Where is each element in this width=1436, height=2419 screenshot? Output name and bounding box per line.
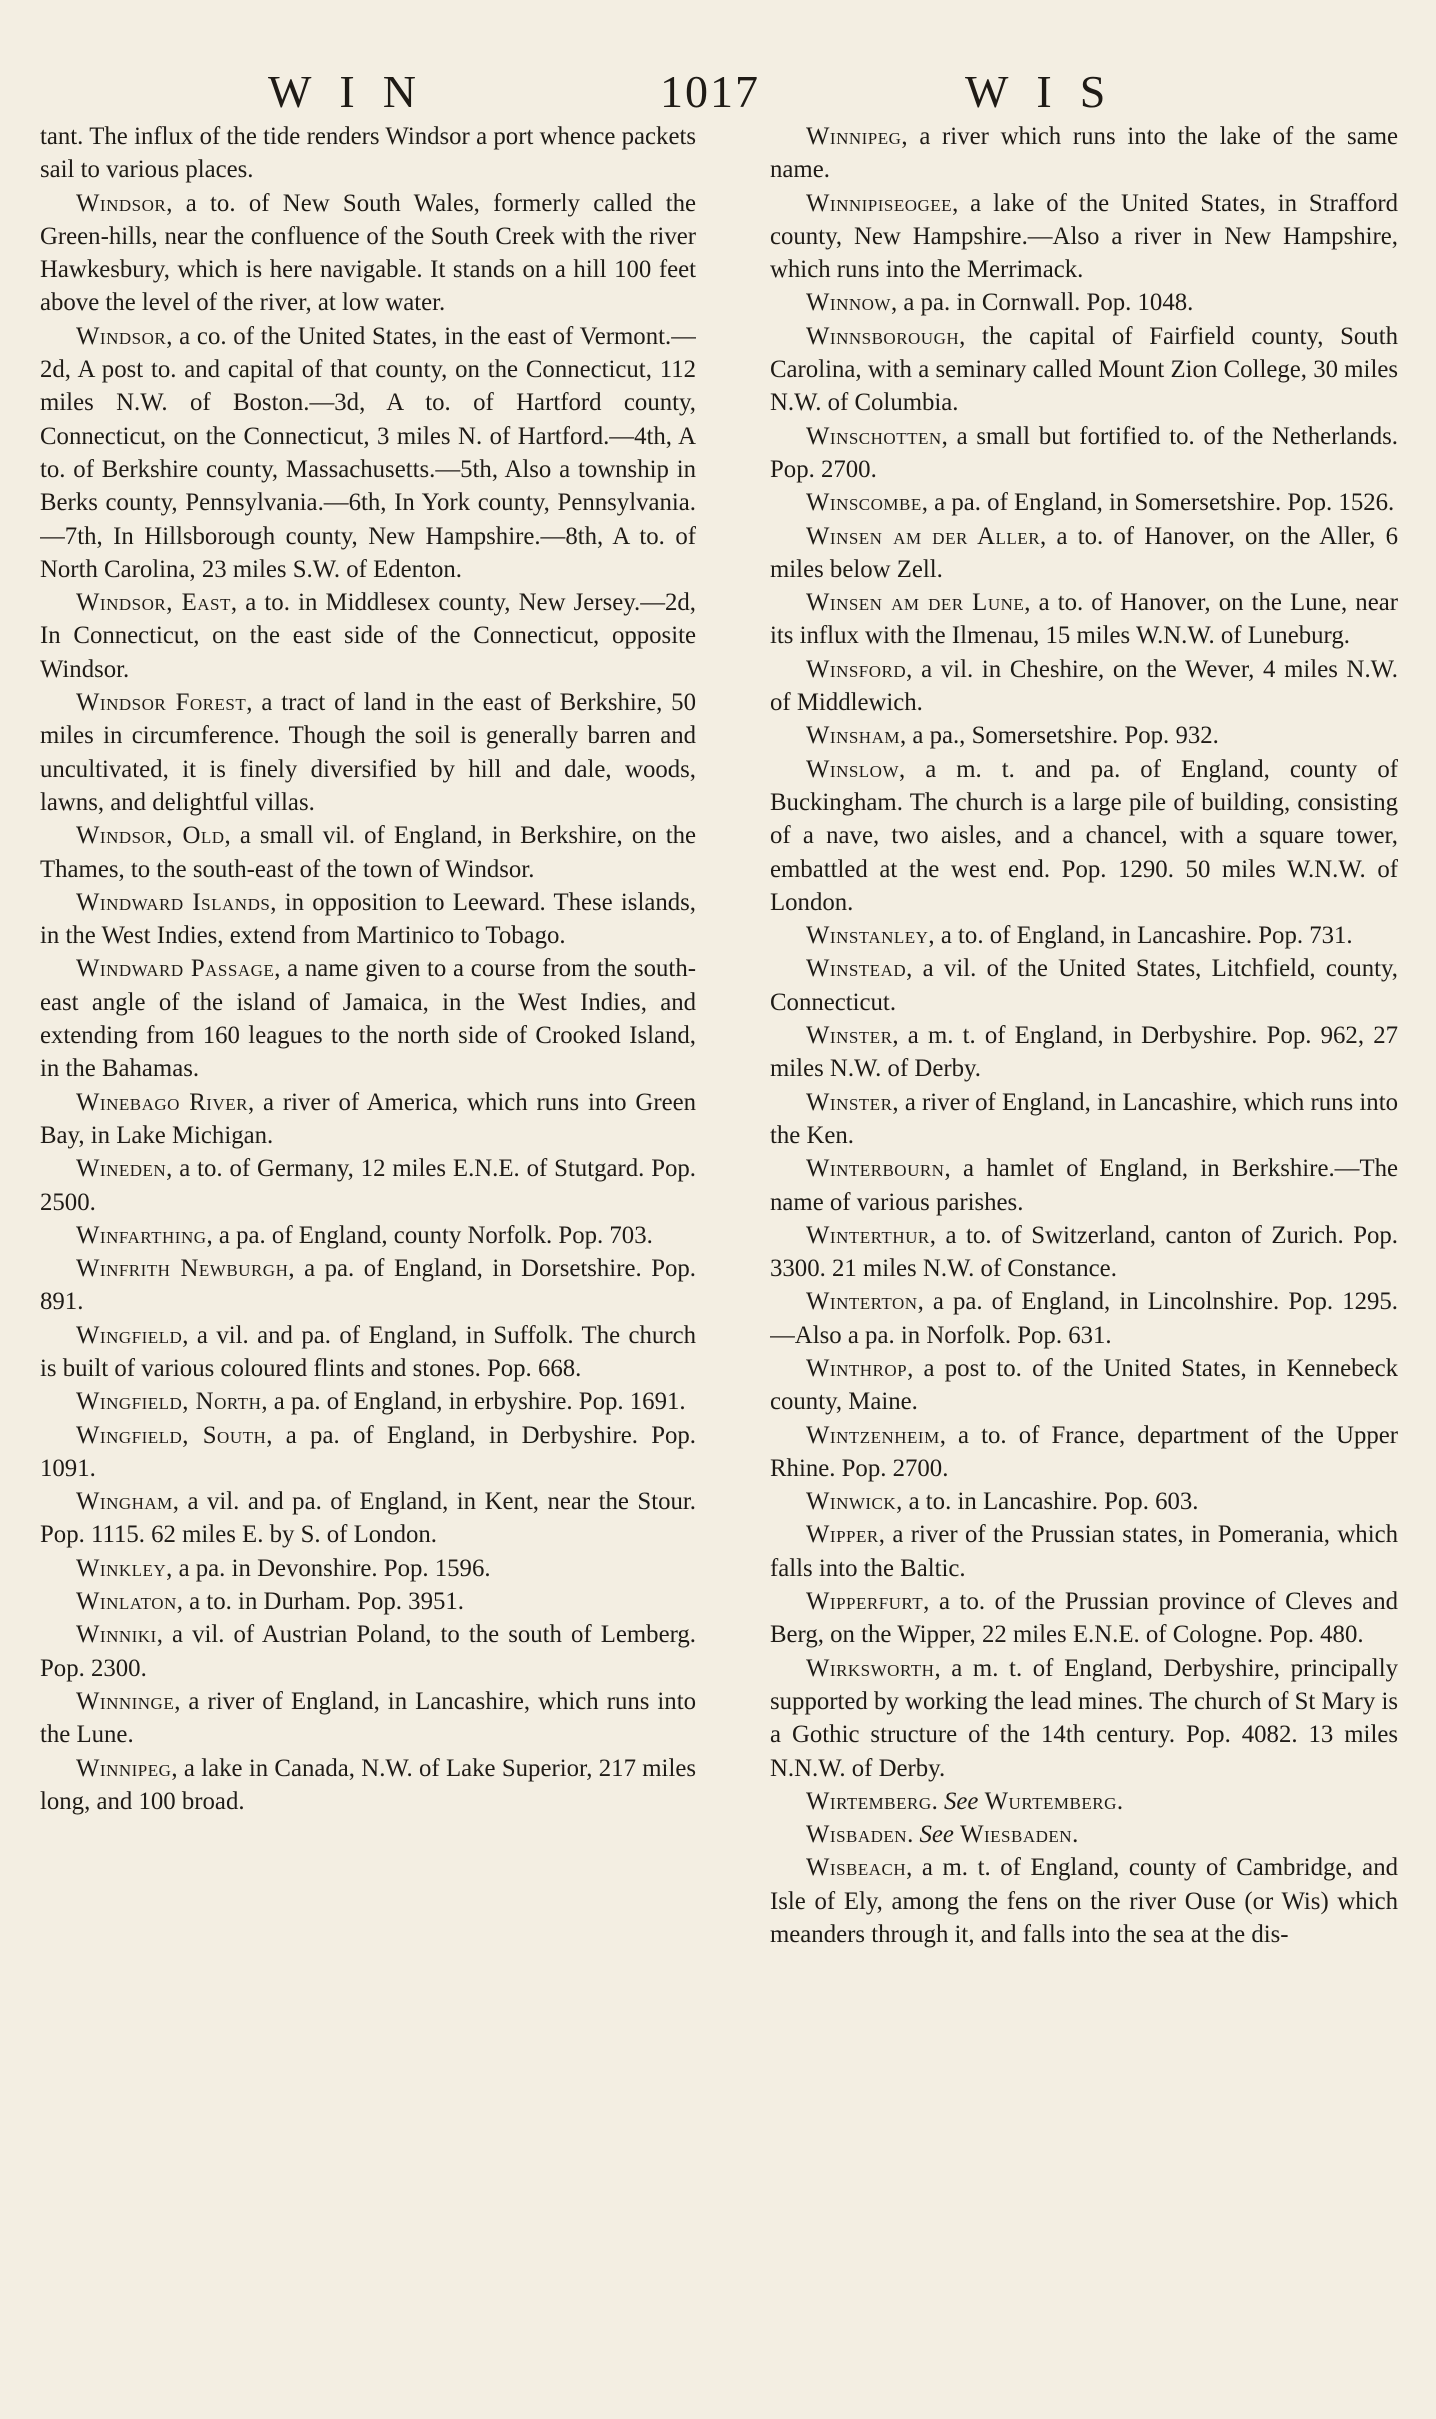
entry-headword: Winniki [76,1621,157,1649]
gazetteer-entry [40,1552,696,1585]
entry-headword: Wirksworth [806,1654,935,1682]
entry-headword: Winstanley [806,922,929,950]
entry-headword: Winsham [806,722,900,750]
entry-text: , a vil. of the United States, Litchfield, county, Connecticut. [770,955,1398,1016]
gazetteer-entry [40,1152,696,1219]
entry-headword: Windsor [76,322,167,350]
entry-headword: Winslow [806,755,900,783]
entry-text: , a pa. of England, in Somersetshire. Pop. 1526. [921,489,1395,517]
entry-text: , a river of England, in Lancashire, which runs into the Lune. [40,1687,696,1749]
entry-text: , a pa. of England, in Dorsetshire. Pop. 891. [40,1255,696,1316]
gazetteer-entry [770,753,1398,919]
entry-headword: Winwick [806,1488,897,1516]
entry-headword: Winscombe [806,489,922,517]
gazetteer-entry [40,1685,696,1752]
entry-text: , a vil. and pa. of England, in Kent, near the Stour. Pop. 1115. 62 miles E. by S. of London. [40,1488,696,1549]
gazetteer-entry [770,1851,1398,1951]
entry-headword: Winsen am der Lune [806,589,1025,617]
entry-headword: Winlaton [76,1588,177,1616]
entry-text: , a to. of the Prussian province of Cleves and Berg, on the Wipper, 22 miles E.N.E. of Cologne. Pop. 480. [770,1588,1398,1649]
gazetteer-entry [40,819,696,886]
gazetteer-entry [770,1019,1398,1086]
entry-text: , a m. t. and pa. of England, county of Buckingham. The church is a large pile of building, consisting of a nave, two aisles, and a chancel, with a square tower, embattled at the west end. Pop. 1290. 50 miles W.N.W. of London. [770,755,1398,916]
entry-punct: . [907,1821,920,1849]
entry-text: , a river of England, in Lancashire, which runs into the Ken. [770,1088,1398,1149]
gazetteer-entry [40,1319,696,1386]
entry-headword: Winthrop [806,1354,908,1382]
entry-text: , a pa. in Devonshire. Pop. 1596. [166,1554,491,1582]
gazetteer-entry [40,187,696,320]
entry-text: , in opposition to Leeward. These islands, in the West Indies, extend from Martinico to Tobago. [40,888,696,950]
gazetteer-entry [40,1752,696,1819]
page-number: 1017 [660,66,760,117]
entry-headword: Wintzenheim [806,1421,940,1449]
entry-headword: Winninge [76,1687,175,1715]
entry-text: , a vil. and pa. of England, in Suffolk. The church is built of various coloured flints and stones. Pop. 668. [40,1321,696,1382]
gazetteer-entry [40,1485,696,1552]
gazetteer-entry [770,1652,1398,1785]
entry-text: , a pa. in Cornwall. Pop. 1048. [890,289,1194,317]
running-head-right: WIS [965,66,1134,117]
entry-headword: Windward Islands [76,888,271,916]
gazetteer-entry [770,1086,1398,1153]
entry-headword: Windsor Forest [76,689,247,717]
entry-headword: Winnsborough [806,322,960,350]
entry-headword: Wingfield, North [76,1388,262,1416]
entry-text: , a hamlet of England, in Berkshire.—The name of various parishes. [770,1155,1398,1216]
gazetteer-entry [40,686,696,819]
entry-headword: Winebago River [76,1088,248,1116]
gazetteer-entry [770,286,1398,319]
entry-headword: Windsor, East [76,589,231,617]
gazetteer-entry [770,187,1398,287]
entry-text: , a to. of Switzerland, canton of Zurich. Pop. 3300. 21 miles N.W. of Constance. [770,1221,1398,1283]
entry-text: , a to. of Hanover, on the Aller, 6 miles below Zell. [770,522,1398,583]
gazetteer-entry [40,886,696,953]
entry-text: , a co. of the United States, in the east of Vermont.—2d, A post to. and capital of that county, on the Connecticut, 112 miles N.W. of Boston.—3d, A to. of Hartford county, Connecticut, on the Connecticut, 3 miles N. of Hartford.—4th, A to. of Berkshire county, Massachusetts.—5th, Also a township in Berks county, Pennsylvania.—6th, In York county, Pennsylvania.—7th, In Hillsborough county, New Hampshire.—8th, A to. of North Carolina, 23 miles S.W. of Edenton. [40,322,696,583]
entry-headword: Windward Passage [76,955,275,983]
entry-text: , a pa. of England, in Lincolnshire. Pop. 1295.—Also a pa. in Norfolk. Pop. 631. [770,1288,1398,1349]
gazetteer-entry [40,1252,696,1319]
gazetteer-entry [770,1818,1398,1851]
entry-headword: Winkley [76,1554,167,1582]
see-reference: See [919,1821,954,1849]
gazetteer-entry [770,486,1398,519]
entry-headword: Winster [806,1022,893,1050]
gazetteer-entry [40,952,696,1085]
entry-text: , a tract of land in the east of Berkshire, 50 miles in circumference. Though the soil is generally barren and uncultivated, it is finely diversified by hill and dale, woods, lawns, and delightful villas. [40,689,696,816]
entry-headword: Winnipeg [806,123,902,150]
entry-text: , a river which runs into the lake of the same name. [770,123,1398,184]
gazetteer-entry [770,952,1398,1019]
gazetteer-entry [770,1285,1398,1352]
entry-text: , a to. in Middlesex county, New Jersey.—2d, In Connecticut, on the east side of the Connecticut, opposite Windsor. [40,589,696,683]
see-target: Wurtemberg. [984,1787,1124,1815]
gazetteer-entry [770,719,1398,752]
entry-headword: Winfarthing [76,1221,207,1249]
gazetteer-entry [40,1219,696,1252]
gazetteer-entry [770,653,1398,720]
entry-text: , a lake of the United States, in Strafford county, New Hampshire.—Also a river in New Hampshire, which runs into the Merrimack. [770,189,1398,284]
entry-text: , a small but fortified to. of the Netherlands. Pop. 2700. [770,422,1398,483]
gazetteer-entry [40,120,696,187]
entry-headword: Wipperfurt [806,1588,924,1616]
entry-punct: . [931,1787,945,1815]
entry-text: , a post to. of the United States, in Kennebeck county, Maine. [770,1354,1398,1416]
entry-text: , a small vil. of England, in Berkshire, on the Thames, to the south-east of the town of Windsor. [40,822,696,883]
gazetteer-entry [770,420,1398,487]
gazetteer-entry [40,1585,696,1618]
entry-headword: Winstead [806,955,907,983]
right-column [770,120,1398,2400]
entry-headword: Winster [806,1088,893,1116]
gazetteer-entry [40,1419,696,1486]
entry-headword: Winnipiseogee [806,189,953,217]
entry-text: tant. The influx of the tide renders Windsor a port whence packets sail to various places. [40,123,696,184]
entry-headword: Wipper [806,1521,879,1549]
gazetteer-entry [770,1785,1398,1818]
gazetteer-entry [40,1385,696,1418]
entry-text: , a vil. in Cheshire, on the Wever, 4 miles N.W. of Middlewich. [770,655,1398,717]
see-reference: See [944,1787,979,1815]
running-head [0,62,1436,122]
entry-text: , a to. of France, department of the Upper Rhine. Pop. 2700. [770,1421,1398,1482]
entry-text: , the capital of Fairfield county, South Carolina, with a seminary called Mount Zion College, 30 miles N.W. of Columbia. [770,322,1398,417]
entry-text: , a river of America, which runs into Green Bay, in Lake Michigan. [40,1088,696,1149]
gazetteer-entry [770,520,1398,587]
entry-headword: Winfrith Newburgh [76,1255,289,1283]
gazetteer-entry [770,1152,1398,1219]
entry-headword: Winterton [806,1288,918,1316]
entry-text: , a m. t. of England, county of Cambridge, and Isle of Ely, among the fens on the river Ouse (or Wis) which meanders through it, and falls into the sea at the dis- [770,1854,1398,1949]
entry-text: , a vil. of Austrian Poland, to the south of Lemberg. Pop. 2300. [40,1621,696,1682]
gazetteer-entry [770,1518,1398,1585]
entry-text: , a name given to a course from the south-east angle of the island of Jamaica, in the West Indies, and extending from 160 leagues to the north side of Crooked Island, in the Bahamas. [40,955,696,1083]
entry-headword: Winschotten [806,422,942,450]
entry-text: , a to. of Germany, 12 miles E.N.E. of Stutgard. Pop. 2500. [40,1155,696,1216]
entry-text: , a to. in Durham. Pop. 3951. [176,1588,464,1616]
gazetteer-entry [40,320,696,586]
see-target: Wiesbaden. [960,1821,1079,1849]
entry-text: , a pa. of England, in erbyshire. Pop. 1691. [261,1388,686,1416]
running-head-left: WIN [268,66,444,117]
entry-text: , a pa., Somersetshire. Pop. 932. [899,722,1219,750]
gazetteer-entry [770,586,1398,653]
entry-text: , a to. of Hanover, on the Lune, near its influx with the Ilmenau, 15 miles W.N.W. of Luneburg. [770,589,1398,650]
gazetteer-entry [770,120,1398,187]
entry-headword: Wisbaden [806,1821,908,1849]
entry-headword: Winterthur [806,1221,930,1249]
entry-headword: Windsor, Old [76,822,225,850]
entry-text: , a river of the Prussian states, in Pomerania, which falls into the Baltic. [770,1521,1398,1582]
gazetteer-entry [40,1618,696,1685]
gazetteer-entry [40,586,696,686]
gazetteer-entry [770,1585,1398,1652]
entry-headword: Winnow [806,289,891,317]
entry-headword: Wirtemberg [806,1787,932,1815]
gazetteer-entry [770,320,1398,420]
entry-headword: Wineden [76,1155,167,1183]
gazetteer-entry [770,1352,1398,1419]
entry-text: , a m. t. of England, in Derbyshire. Pop. 962, 27 miles N.W. of Derby. [770,1022,1398,1083]
entry-headword: Winsford [806,655,907,683]
left-column [40,120,696,2400]
entry-text: , a m. t. of England, Derbyshire, principally supported by working the lead mines. The church of St Mary is a Gothic structure of the 14th century. Pop. 4082. 13 miles N.N.W. of Derby. [770,1654,1398,1782]
gazetteer-entry [770,1219,1398,1286]
entry-text: , a to. in Lancashire. Pop. 603. [896,1488,1199,1516]
gazetteer-entry [770,1485,1398,1518]
entry-headword: Winnipeg [76,1754,172,1782]
entry-headword: Wingfield [76,1321,183,1349]
entry-headword: Winsen am der Aller [806,522,1041,550]
entry-text: , a lake in Canada, N.W. of Lake Superior, 217 miles long, and 100 broad. [40,1754,696,1815]
entry-text: , a pa. of England, county Norfolk. Pop. 703. [206,1221,653,1249]
entry-headword: Winterbourn [806,1155,945,1183]
entry-text: , a to. of New South Wales, formerly called the Green-hills, near the confluence of the South Creek with the river Hawkesbury, which is here navigable. It stands on a hill 100 feet above the level of the river, at low water. [40,189,696,317]
entry-text: , a pa. of England, in Derbyshire. Pop. 1091. [40,1421,696,1482]
entry-headword: Wingham [76,1488,173,1516]
entry-headword: Windsor [76,189,167,217]
entry-headword: Wingfield, South [76,1421,267,1449]
entry-headword: Wisbeach [806,1854,907,1882]
gazetteer-entry [770,1419,1398,1486]
gazetteer-entry [40,1086,696,1153]
entry-text: , a to. of England, in Lancashire. Pop. 731. [928,922,1353,950]
gazetteer-entry [770,919,1398,952]
